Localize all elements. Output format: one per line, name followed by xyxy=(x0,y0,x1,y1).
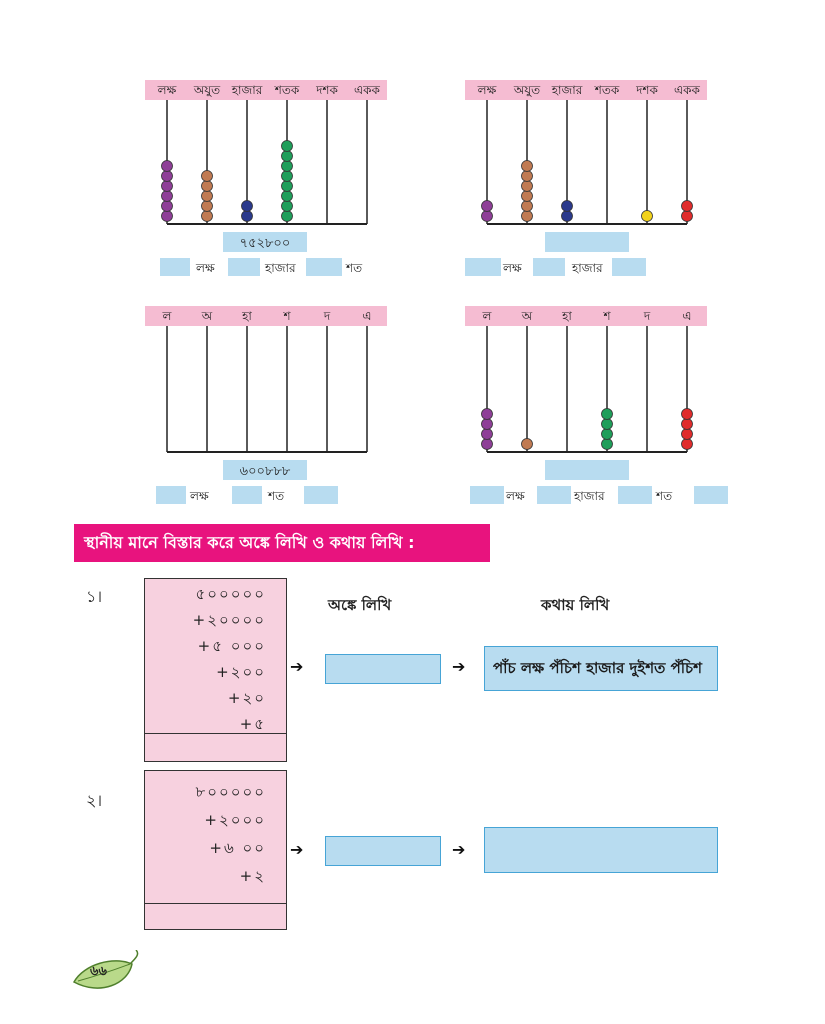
place-value-blank[interactable] xyxy=(618,486,652,504)
abacus-bead xyxy=(282,201,293,212)
abacus-bead xyxy=(682,409,693,420)
abacus-place-label: এ xyxy=(682,309,692,323)
abacus-place-label: অযুত xyxy=(193,83,221,97)
abacus-bead xyxy=(162,161,173,172)
abacus-bead xyxy=(162,201,173,212)
instruction-banner: স্থানীয় মানে বিস্তার করে অঙ্কে লিখি ও কথায় লিখি : xyxy=(74,524,490,562)
place-value-blank[interactable] xyxy=(304,486,338,504)
abacus-place-label: শ xyxy=(283,309,291,323)
exercise-1-line-3: +৫ ০০০ xyxy=(197,637,266,655)
place-value-blank[interactable] xyxy=(470,486,504,504)
abacus-bead xyxy=(282,211,293,222)
abacus-bead xyxy=(282,161,293,172)
place-value-label: শত xyxy=(268,489,285,503)
abacus-place-label: এ xyxy=(362,309,372,323)
abacus-bead xyxy=(642,211,653,222)
exercise-2-line-4: +২ xyxy=(239,867,266,885)
abacus-bead xyxy=(482,201,493,212)
exercise-1-line-5: +২০ xyxy=(227,689,266,707)
abacus-bead xyxy=(202,211,213,222)
exercise-2-words-answer[interactable] xyxy=(484,827,718,873)
abacus-bead xyxy=(242,201,253,212)
abacus-place-label: শ xyxy=(603,309,611,323)
abacus-bead xyxy=(242,211,253,222)
abacus-bead xyxy=(282,191,293,202)
abacus-bead xyxy=(162,191,173,202)
abacus-place-label: শতক xyxy=(274,83,300,97)
place-value-label: শত xyxy=(656,489,673,503)
page-number: ৬৬ xyxy=(90,964,107,979)
abacus-bead xyxy=(562,211,573,222)
digits-column-header: অঙ্কে লিখি xyxy=(328,596,392,614)
abacus-bead xyxy=(522,191,533,202)
abacus-bead xyxy=(682,211,693,222)
abacus-place-label: হা xyxy=(562,309,572,323)
place-value-label: হাজার xyxy=(572,261,603,275)
abacus-place-label: ল xyxy=(482,309,492,323)
abacus-bead xyxy=(482,409,493,420)
abacus-place-label: একক xyxy=(354,83,380,97)
abacus-bead xyxy=(282,141,293,152)
exercise-2-total-field[interactable] xyxy=(145,903,286,932)
abacus-place-label: অ xyxy=(521,309,533,323)
abacus-bead xyxy=(602,419,613,430)
abacus-bead xyxy=(202,201,213,212)
abacus-bead xyxy=(682,419,693,430)
abacus-bead xyxy=(562,201,573,212)
place-value-blank[interactable] xyxy=(156,486,186,504)
abacus-place-label: দশক xyxy=(636,83,658,97)
abacus-bead xyxy=(482,439,493,450)
place-value-blank[interactable] xyxy=(537,486,571,504)
place-value-label: লক্ষ xyxy=(196,261,215,275)
exercise-2-digits-answer[interactable] xyxy=(325,836,441,866)
abacus-bead xyxy=(602,439,613,450)
exercise-1-line-2: +২০০০০ xyxy=(192,611,266,629)
arrow-icon: ➔ xyxy=(452,840,466,859)
exercise-1-number: ১। xyxy=(86,587,103,606)
abacus-bead xyxy=(602,409,613,420)
exercise-1-digits-answer[interactable] xyxy=(325,654,441,684)
abacus-place-label: অযুত xyxy=(513,83,541,97)
abacus-place-label: একক xyxy=(674,83,700,97)
abacus-bead xyxy=(202,191,213,202)
place-value-blank[interactable] xyxy=(228,258,260,276)
abacus-bead xyxy=(162,181,173,192)
abacus-place-label: দশক xyxy=(316,83,338,97)
abacus-bead xyxy=(522,211,533,222)
place-value-label: লক্ষ xyxy=(503,261,522,275)
place-value-blank[interactable] xyxy=(306,258,342,276)
place-value-label: হাজার xyxy=(265,261,296,275)
exercise-1-sum-box xyxy=(144,578,287,762)
abacus-bead xyxy=(682,201,693,212)
place-value-label: হাজার xyxy=(574,489,605,503)
exercise-2-sum-box xyxy=(144,770,287,930)
abacus-bead xyxy=(482,211,493,222)
place-value-blank[interactable] xyxy=(232,486,262,504)
exercise-2-line-2: +২০০০ xyxy=(204,811,266,829)
exercise-1-line-4: +২০০ xyxy=(216,663,266,681)
abacus-place-label: দ xyxy=(323,309,331,323)
abacus-bead xyxy=(602,429,613,440)
place-value-blank[interactable] xyxy=(694,486,728,504)
abacus-bead xyxy=(522,181,533,192)
exercise-2-line-1: ৮০০০০০ xyxy=(195,783,266,801)
place-value-blank[interactable] xyxy=(612,258,646,276)
abacus-bead xyxy=(682,429,693,440)
abacus-bead xyxy=(282,171,293,182)
abacus-bead xyxy=(522,171,533,182)
arrow-icon: ➔ xyxy=(452,657,466,676)
place-value-label: লক্ষ xyxy=(506,489,525,503)
place-value-label: লক্ষ xyxy=(190,489,209,503)
abacus-number-box[interactable] xyxy=(545,232,629,252)
abacus-bead xyxy=(202,171,213,182)
words-column-header: কথায় লিখি xyxy=(541,596,610,614)
exercise-1-total-field[interactable] xyxy=(145,733,286,762)
arrow-icon: ➔ xyxy=(290,840,304,859)
abacus-header-band xyxy=(465,80,707,100)
abacus-place-label: অ xyxy=(201,309,213,323)
arrow-icon: ➔ xyxy=(290,657,304,676)
abacus-header-band xyxy=(145,306,387,326)
place-value-blank[interactable] xyxy=(465,258,501,276)
abacus-bead xyxy=(522,161,533,172)
abacus-place-label: হাজার xyxy=(551,83,583,97)
abacus-place-label: দ xyxy=(643,309,651,323)
exercise-1-line-6: +৫ xyxy=(239,715,266,733)
abacus-number-text: ৭৫২৮০০ xyxy=(239,236,291,251)
abacus-header-band xyxy=(145,80,387,100)
place-value-label: শত xyxy=(346,261,363,275)
place-value-blank[interactable] xyxy=(160,258,190,276)
abacus-number-text: ৬০০৮৮৮ xyxy=(239,464,291,479)
abacus-place-label: হা xyxy=(242,309,252,323)
exercise-1-words-answer[interactable]: পাঁচ লক্ষ পঁচিশ হাজার দুইশত পঁচিশ xyxy=(484,646,718,691)
exercise-2-line-3: +৬ ০০ xyxy=(209,839,266,857)
abacus-bead xyxy=(282,181,293,192)
abacus-bead xyxy=(522,201,533,212)
abacus-bead xyxy=(682,439,693,450)
place-value-blank[interactable] xyxy=(533,258,565,276)
abacus-bead xyxy=(482,419,493,430)
exercise-2-number: ২। xyxy=(86,791,103,810)
abacus-bead xyxy=(162,171,173,182)
leaf-icon xyxy=(70,950,150,1000)
abacus-bead xyxy=(202,181,213,192)
abacus-place-label: ল xyxy=(162,309,172,323)
abacus-place-label: লক্ষ xyxy=(157,83,177,97)
abacus-place-label: লক্ষ xyxy=(477,83,497,97)
abacus-bead xyxy=(162,211,173,222)
abacus-bead xyxy=(482,429,493,440)
abacus-header-band xyxy=(465,306,707,326)
abacus-place-label: শতক xyxy=(594,83,620,97)
abacus-number-box[interactable] xyxy=(545,460,629,480)
abacus-bead xyxy=(282,151,293,162)
exercise-1-line-1: ৫০০০০০ xyxy=(195,585,266,603)
abacus-place-label: হাজার xyxy=(231,83,263,97)
abacus-bead xyxy=(522,439,533,450)
